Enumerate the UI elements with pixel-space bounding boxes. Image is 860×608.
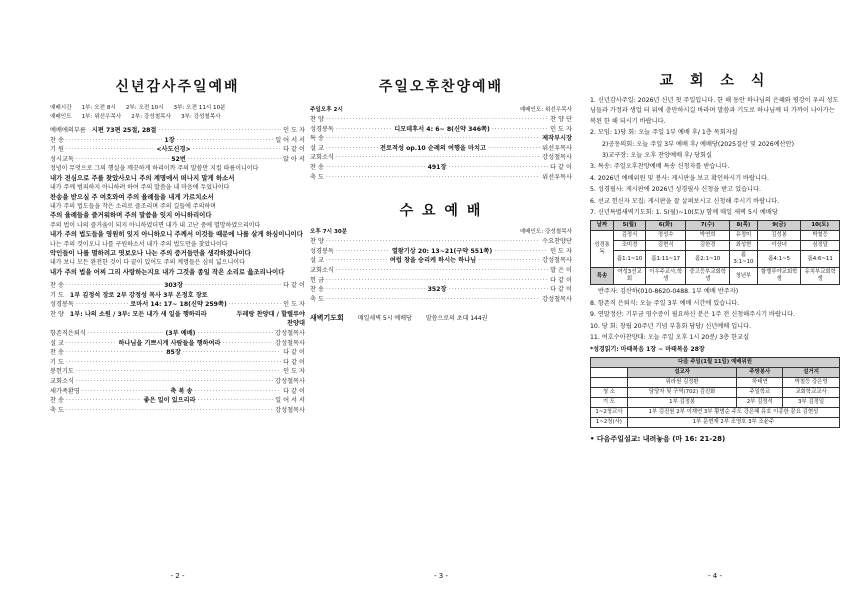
leader-dots (488, 144, 540, 154)
page-title: 교 회 소 식 (659, 73, 771, 89)
responsive-reading (50, 164, 305, 277)
row-text: 강성철목사 (275, 378, 305, 385)
leader-dots (66, 339, 117, 349)
bible-reading: *성경읽기: 마태복음 1장 ~ 마태복음 28장 (590, 345, 705, 353)
reading-line: 주의 법이 나의 즐거움이 되지 아니하였더면 내가 내 고난 중에 멸망하였으리이다 (50, 221, 261, 229)
meta-item: 3부: 오전 11시 10분 (173, 105, 226, 111)
order-row (50, 406, 305, 416)
news-item: 9. 연말정산: 기부금 영수증이 필요하신 분은 1주 전 신청해주시기 바랍니다. (590, 311, 795, 319)
order-row (310, 163, 572, 173)
row-text: 찬 송 (50, 282, 64, 290)
page-title: 주일오후찬양예배 (378, 79, 504, 95)
dawn-time: 매일새벽 5시 예배당 (357, 315, 412, 323)
table-cell: 롬2:1~10 (686, 251, 730, 268)
news-item: 4. 2026년 예배위원 및 봉사: 게시판을 보고 확인하시기 바랍니다. (590, 174, 769, 182)
row-text: 다 같 이 (283, 282, 305, 290)
row-text: 찬 양 (310, 238, 324, 246)
row-text: 303장 (164, 282, 183, 290)
table-cell: 9(금) (757, 221, 800, 231)
table-cell: 롬4:1~5 (757, 251, 800, 268)
row-text: 인 도 자 (283, 127, 305, 134)
row-text: 축 도 (50, 406, 64, 414)
leader-dots (448, 285, 548, 295)
meta-item: 예배인도: 위선우목사 (519, 107, 572, 113)
table-row (591, 367, 840, 377)
order-row (310, 276, 572, 286)
news-item: 1. 신년감사주일: 2026년 신년 첫 주일입니다. 한 해 동안 하나님의 은혜와 평강이 우리 성도님들과 가정과 생업 터 위에 충만하시길 바라며 말씀과 기도로 하나님께 더 가까이 나아가는 복된 한 해 되시기 바랍니다. (590, 97, 839, 125)
table-cell: 심정달 (801, 241, 840, 251)
table-cell: 박철등 강은영 (783, 377, 840, 387)
row-text: 디모데후서 4: 6~ 8(신약 346쪽) (394, 125, 490, 133)
table-row (591, 387, 840, 397)
order-row (50, 310, 305, 329)
leader-dots (76, 377, 273, 387)
row-text: 강성철목사 (275, 339, 305, 347)
page-title: 신년감사주일예배 (115, 79, 240, 95)
table-cell: 하태연 (737, 377, 783, 387)
row-text: 위선우목사 (542, 144, 572, 152)
table-cell: 주일학교 (737, 387, 783, 397)
table-cell: 롬4:6~11 (801, 251, 840, 268)
leader-dots (76, 367, 281, 377)
news-item: 11. 여호수아찬양대: 오늘 주일 오후 1시 20분/ 3층 한교실 (590, 334, 750, 342)
leader-dots (66, 348, 164, 358)
table-cell (591, 377, 628, 387)
leader-dots (188, 155, 281, 165)
order-row (50, 387, 305, 397)
order-row (310, 134, 572, 144)
news-item: 3)교구장: 오늘 오후 찬양예배 후/ 당회실 (602, 152, 713, 160)
order-row (310, 153, 572, 163)
leader-dots (177, 136, 273, 146)
order-row (50, 300, 305, 310)
row-text: 축 복 송 (170, 387, 193, 395)
row-text: 다 같 이 (283, 358, 305, 366)
table-cell: 10(토) (801, 221, 840, 231)
table-cell: 주방봉사 (737, 367, 783, 377)
table-cell: 박연희 (686, 231, 730, 241)
leader-dots (326, 237, 540, 247)
row-text: 예배에의부름 (50, 127, 86, 134)
leader-dots (185, 281, 281, 291)
worship-workers-table (590, 357, 840, 428)
news-item: 2. 모임: 1)당 회: 오늘 주일 1부 예배 후/ 1층 목회자실 (590, 129, 738, 137)
table-cell: 여성3선교회 (614, 268, 646, 285)
leader-dots (158, 126, 281, 136)
order-row (310, 144, 572, 154)
leader-dots (326, 276, 548, 286)
news-item: 7. 신년특별새벽기도회: 1. 5(월)~10(토)/ 함께 매일 새벽 5시 예배당 (590, 209, 778, 217)
table-cell: 8(목) (729, 221, 757, 231)
table-cell: 3부 김정일 (783, 397, 840, 407)
leader-dots (326, 163, 426, 173)
table-cell: 성경통독 (591, 231, 614, 268)
table-cell: 7(수) (686, 221, 730, 231)
leader-dots (494, 247, 548, 257)
row-text: 말 은 이 (550, 266, 572, 274)
row-text: 다 같 이 (550, 276, 572, 284)
order-row (50, 136, 305, 146)
row-text: 다 같 이 (550, 286, 572, 294)
order-row (50, 358, 305, 368)
row-text: 여럽 창을 승리케 하시는 하나님 (389, 257, 477, 265)
reading-line: 정녕이 무엇으로 그의 행실을 깨끗하게 하리이까 주의 말씀만 지킬 따름이니이다 (50, 165, 259, 173)
leader-dots (198, 396, 274, 406)
page-number: - 2 - (170, 572, 185, 580)
order-row (50, 377, 305, 387)
order-row (310, 247, 572, 257)
order-row (310, 237, 572, 247)
order-row (50, 329, 305, 339)
table-cell: 김정식 (614, 231, 646, 241)
leader-dots (66, 406, 273, 416)
row-text: 기 원 (50, 146, 64, 154)
row-text: 찬 송 (50, 349, 64, 357)
row-text: 1부: 나의 소원 / 3부: 모든 내가 새 일을 행하리라 (69, 311, 207, 319)
reading-line: 악인들이 나를 멸하려고 엿보오나 나는 주의 증거들만을 생각하겠나이다 (50, 249, 251, 258)
table-row (591, 221, 840, 231)
order-row (310, 295, 572, 305)
table-cell: 최성현 (729, 241, 757, 251)
order-row (310, 266, 572, 276)
leader-dots (326, 115, 548, 125)
table-cell: 1~2청교사 (591, 407, 628, 417)
leader-dots (336, 266, 548, 276)
leader-dots (88, 329, 164, 339)
reading-line: 내가 주의 법도들을 작은 소리로 즐조리며 주의 길들에 주의하며 (50, 203, 216, 210)
leader-dots (336, 247, 390, 257)
meta-item: 오후 7시 30분 (310, 229, 348, 236)
row-text: 인 도 자 (283, 368, 305, 376)
order-row (310, 125, 572, 135)
table-cell: 1부 김정봉 (627, 397, 737, 407)
dawn-title: 새벽기도회 (310, 314, 344, 323)
row-text: 강성철목사 (275, 406, 305, 414)
table-cell: 설교자 (627, 367, 737, 377)
row-text: 전로적성 op.10 순례의 여행을 마치고 (380, 144, 486, 152)
page-4 (590, 70, 840, 580)
reading-line: 나는 주의 것이오니 나를 구원하소서 내가 주의 법도만을 찾았나이다 (50, 240, 228, 248)
meta-item: 주일오후 2시 (310, 107, 343, 113)
table-cell: 특송 (591, 268, 614, 285)
row-text: 일 어 서 서 (275, 136, 305, 144)
table-cell: 1부 김진원 2부 이재연 3부 황범순 주도 강은혜 유호 이종한 끝요 김현성 (627, 407, 839, 417)
row-text: 축 도 (310, 295, 324, 303)
table-row (591, 241, 840, 251)
page-2 (50, 70, 305, 580)
row-text: 찬 양 (310, 116, 324, 123)
news-item: 5. 성경필사: 게시판에 2026년 성경필사 신청을 받고 있습니다. (590, 186, 761, 194)
leader-dots (66, 396, 142, 406)
table-cell: 롬3:1~10 (729, 251, 757, 268)
table-cell: 6(화) (646, 221, 686, 231)
leader-dots (326, 173, 540, 183)
leader-dots (82, 387, 168, 397)
row-text: 52번 (171, 155, 186, 163)
news-item: 10. 당 회: 창립 20주년 기념 부흥회 담당/ 신년예배 입니다. (590, 322, 752, 330)
order-row (310, 256, 572, 266)
news-list-2 (590, 287, 840, 354)
service-times (50, 104, 305, 113)
row-text: 인 도 자 (550, 247, 572, 255)
leader-dots (66, 281, 162, 291)
row-text: 491장 (427, 163, 447, 171)
row-text: 로마서 14: 17~ 18(신약 259쪽) (130, 301, 227, 309)
row-text: 강성철목사 (275, 330, 305, 338)
table-row (591, 407, 840, 417)
row-text: 위선우목사 (542, 173, 572, 181)
row-text: 다 같 이 (550, 163, 572, 171)
order-row (50, 281, 305, 291)
leader-dots (326, 285, 426, 295)
row-text: 기 도 (50, 291, 64, 299)
reading-line: 내가 전심으로 주를 찾았사오니 주의 계명에서 떠나지 말게 하소서 (50, 173, 235, 182)
leader-dots (193, 145, 281, 155)
row-text: 교회소식 (310, 266, 334, 274)
leader-dots (326, 144, 378, 154)
meta-item: 예배인도: 강성철목사 (519, 229, 572, 236)
row-text: 성경봉독 (310, 247, 334, 255)
news-item: 8. 항존직 은퇴식: 오늘 주일 3부 예배 시간에 있습니다. (590, 299, 740, 307)
order-row (50, 339, 305, 349)
row-text: 봉헌기도 (50, 368, 74, 376)
table-cell: 롬1:11~17 (646, 251, 686, 268)
table-cell: 2부 김정석 (737, 397, 783, 407)
table-cell: 이우주교사,학생 (646, 268, 686, 285)
table-cell: 김한경 (686, 241, 730, 251)
table-cell: 5(월) (614, 221, 646, 231)
meta-item: 2부: 강성철목사 (131, 114, 171, 120)
table-cell (591, 367, 628, 377)
row-text: 1장 (164, 136, 175, 144)
row-text: 교회소식 (50, 378, 74, 385)
table-cell: 할렐루야교회학생 (757, 268, 800, 285)
leader-dots (326, 256, 388, 266)
row-text: 다 같 이 (283, 387, 305, 395)
leader-dots (66, 145, 154, 155)
row-text: 헌 금 (310, 276, 324, 284)
row-text: 강성철목사 (542, 154, 572, 162)
meta-item: 1부: 위선우목사 (81, 114, 122, 120)
table-row (591, 377, 840, 387)
row-text: 강성철목사 (542, 257, 572, 265)
leader-dots (336, 125, 392, 135)
order-row (310, 173, 572, 183)
order-row (50, 155, 305, 165)
row-text: 다 같 이 (283, 146, 305, 154)
table-cell: 김성봉 (757, 231, 800, 241)
table-cell: 1~2청(사) (591, 417, 628, 427)
order-row (310, 285, 572, 295)
page-number: - 3 - (434, 572, 448, 580)
meta-item: 2부: 오전 10시 (125, 105, 164, 111)
row-text: 새가족환영 (50, 387, 80, 395)
row-text: 85장 (166, 349, 181, 357)
dawn-prayer (310, 314, 572, 323)
table-row (591, 357, 840, 367)
order-row (50, 348, 305, 358)
row-text: 특 송 (310, 135, 324, 143)
row-text: 찬 송 (310, 286, 324, 294)
reading-line: 내가 주께 범죄하지 아니하려 하여 주의 말씀을 내 마음에 두었나이다 (50, 184, 230, 192)
order-row (50, 367, 305, 377)
row-text: 시편 73편 25절, 28절 (91, 127, 157, 134)
leader-dots (336, 153, 540, 163)
table-cell: 담당자 및 구역(702) 김진화 (627, 387, 737, 397)
row-text: <사도신경> (156, 146, 191, 154)
table-cell: 기 도 (591, 397, 628, 407)
page-number: - 4 - (708, 572, 722, 580)
row-text: 좋은 일이 있으리라 (143, 397, 196, 405)
row-text: 성경봉독 (50, 301, 74, 309)
row-text: 인 도 자 (550, 125, 572, 133)
service-leaders (50, 113, 305, 122)
table-cell: 교회학교교사 (783, 387, 840, 397)
order-row (50, 145, 305, 155)
table-cell: 유치부교회학생 (801, 268, 840, 285)
leader-dots (326, 134, 540, 144)
table-row (591, 397, 840, 407)
section-title: 수 요 예 배 (399, 203, 483, 220)
dawn-note: 말씀으로의 초대 144권 (425, 315, 488, 323)
table-row (591, 231, 840, 241)
news-item: 6. 선교 헌신자 모집: 게시판을 잘 살펴보시고 신청해 주시기 바랍니다. (590, 197, 780, 205)
row-text: 찬 양 단 (550, 116, 572, 123)
table-cell: 롬1:1~10 (614, 251, 646, 268)
leader-dots (198, 329, 274, 339)
next-sermon: • 다음주일설교: 내려놓음 (마 16: 21-28) (590, 434, 726, 443)
table-row (591, 417, 840, 427)
service-meta (310, 228, 572, 237)
row-text: 다 같 이 (283, 349, 305, 357)
table-cell: 유정미 (729, 231, 757, 241)
news-item: 2)공동의회: 오늘 주일 3부 예배 후/ 예배당(2025결산 및 2026예산안) (602, 140, 795, 148)
table-cell: 위라원 김정환 (627, 377, 737, 387)
meta-label: 예배시간 (50, 105, 72, 111)
table-cell: 이상녀 (757, 241, 800, 251)
row-text: (3부 예배) (165, 330, 196, 338)
leader-dots (76, 155, 169, 165)
reading-line: 내가 보니 모든 완전한 것이 다 끝이 있어도 주의 계명들은 심히 넓으니이다 (50, 259, 245, 267)
table-cell: 박철등 (801, 231, 840, 241)
leader-dots (66, 136, 162, 146)
news-list (590, 96, 840, 218)
leader-dots (76, 300, 128, 310)
leader-dots (229, 300, 281, 310)
row-text: 앉 아 서 (283, 155, 305, 163)
table-cell: 설거지 (783, 367, 840, 377)
table-cell: 청 소 (591, 387, 628, 397)
table-cell: 다음 주일(1월 11일) 예배위원 (591, 357, 840, 367)
row-text: 1부 김정석 장로 2부 강정성 목사 3부 온정호 장로 (69, 291, 208, 299)
row-text: 찬 양 (50, 311, 64, 319)
news-item: 3. 특송: 주일오후찬양예배 특송 신청자를 받습니다. (590, 163, 730, 171)
order-row (310, 115, 572, 125)
table-cell: 청년부 (729, 268, 757, 285)
row-text: 수요찬양단 (542, 238, 572, 246)
news-item: 반주자: 김산하(010-8620-0488. 1부 예배 반주자) (598, 288, 739, 296)
table-cell: 조미경 (614, 241, 646, 251)
row-text: 찬 송 (50, 397, 64, 405)
row-text: 성경봉독 (310, 125, 334, 133)
row-text: 항존직은퇴식 (50, 330, 86, 338)
table-row (591, 268, 840, 285)
row-text: 설 교 (310, 144, 324, 152)
leader-dots (223, 339, 274, 349)
row-text: 설 교 (50, 339, 64, 347)
service-meta (310, 106, 572, 115)
row-text: 설 교 (310, 257, 324, 265)
row-text: 352장 (427, 286, 447, 294)
leader-dots (478, 256, 540, 266)
row-text: 두레랑 찬양대 / 할렐루야찬양대 (236, 311, 305, 328)
row-text: 찬 송 (310, 163, 324, 171)
row-text: 교회소식 (310, 154, 334, 162)
prayer-schedule-table (590, 220, 840, 285)
reading-line: 찬송을 받으실 주 여호와여 주의 율례들을 내게 가르치소서 (50, 192, 214, 201)
table-cell: 김현식 (646, 241, 686, 251)
reading-line: 주의 율례들을 즐거워하며 주의 말씀을 잊지 아니하리이다 (50, 211, 212, 220)
row-text: 인 도 자 (283, 301, 305, 309)
order-row (50, 291, 305, 301)
row-text: 강성철목사 (542, 295, 572, 303)
row-text: 제작부시장 (542, 135, 572, 143)
leader-dots (448, 163, 548, 173)
table-cell: 1부 문현재 2부 조영호 3부 조윤주 (627, 417, 839, 427)
leader-dots (492, 125, 548, 135)
leader-dots (183, 348, 281, 358)
order-row (50, 396, 305, 406)
table-row (591, 251, 840, 268)
row-text: 찬 송 (50, 136, 64, 144)
table-cell: 날짜 (591, 221, 614, 231)
row-text: 성시교독 (50, 155, 74, 163)
row-text: 기 도 (50, 358, 64, 366)
leader-dots (326, 295, 540, 305)
row-text: 하나님을 기쁘시게 사람들을 행하여라 (118, 339, 221, 347)
meta-item: 3부: 강성철목사 (180, 114, 221, 120)
reading-line: 내가 주의 법도들을 영원히 잊지 아니하오니 주께서 이것들 때문에 나를 살게 하심이니이다 (50, 230, 303, 239)
meta-item: 1부: 오전 8시 (81, 105, 116, 111)
leader-dots (195, 387, 281, 397)
row-text: 축 도 (310, 173, 324, 181)
row-text: 일 어 서 서 (275, 397, 305, 405)
leader-dots (66, 358, 281, 368)
order-row (50, 126, 305, 136)
table-cell: 정성수 (646, 231, 686, 241)
row-text: 열왕기상 20: 13~21(구약 551쪽) (391, 247, 493, 255)
reading-line: 내가 주의 법을 어찌 그리 사랑하는지요 내가 그것을 종일 작은 소리로 읊조리나이다 (50, 267, 285, 276)
meta-label: 예배인도 (50, 114, 72, 120)
table-cell: 중고등부교회학생 (686, 268, 730, 285)
page-3 (310, 70, 572, 580)
